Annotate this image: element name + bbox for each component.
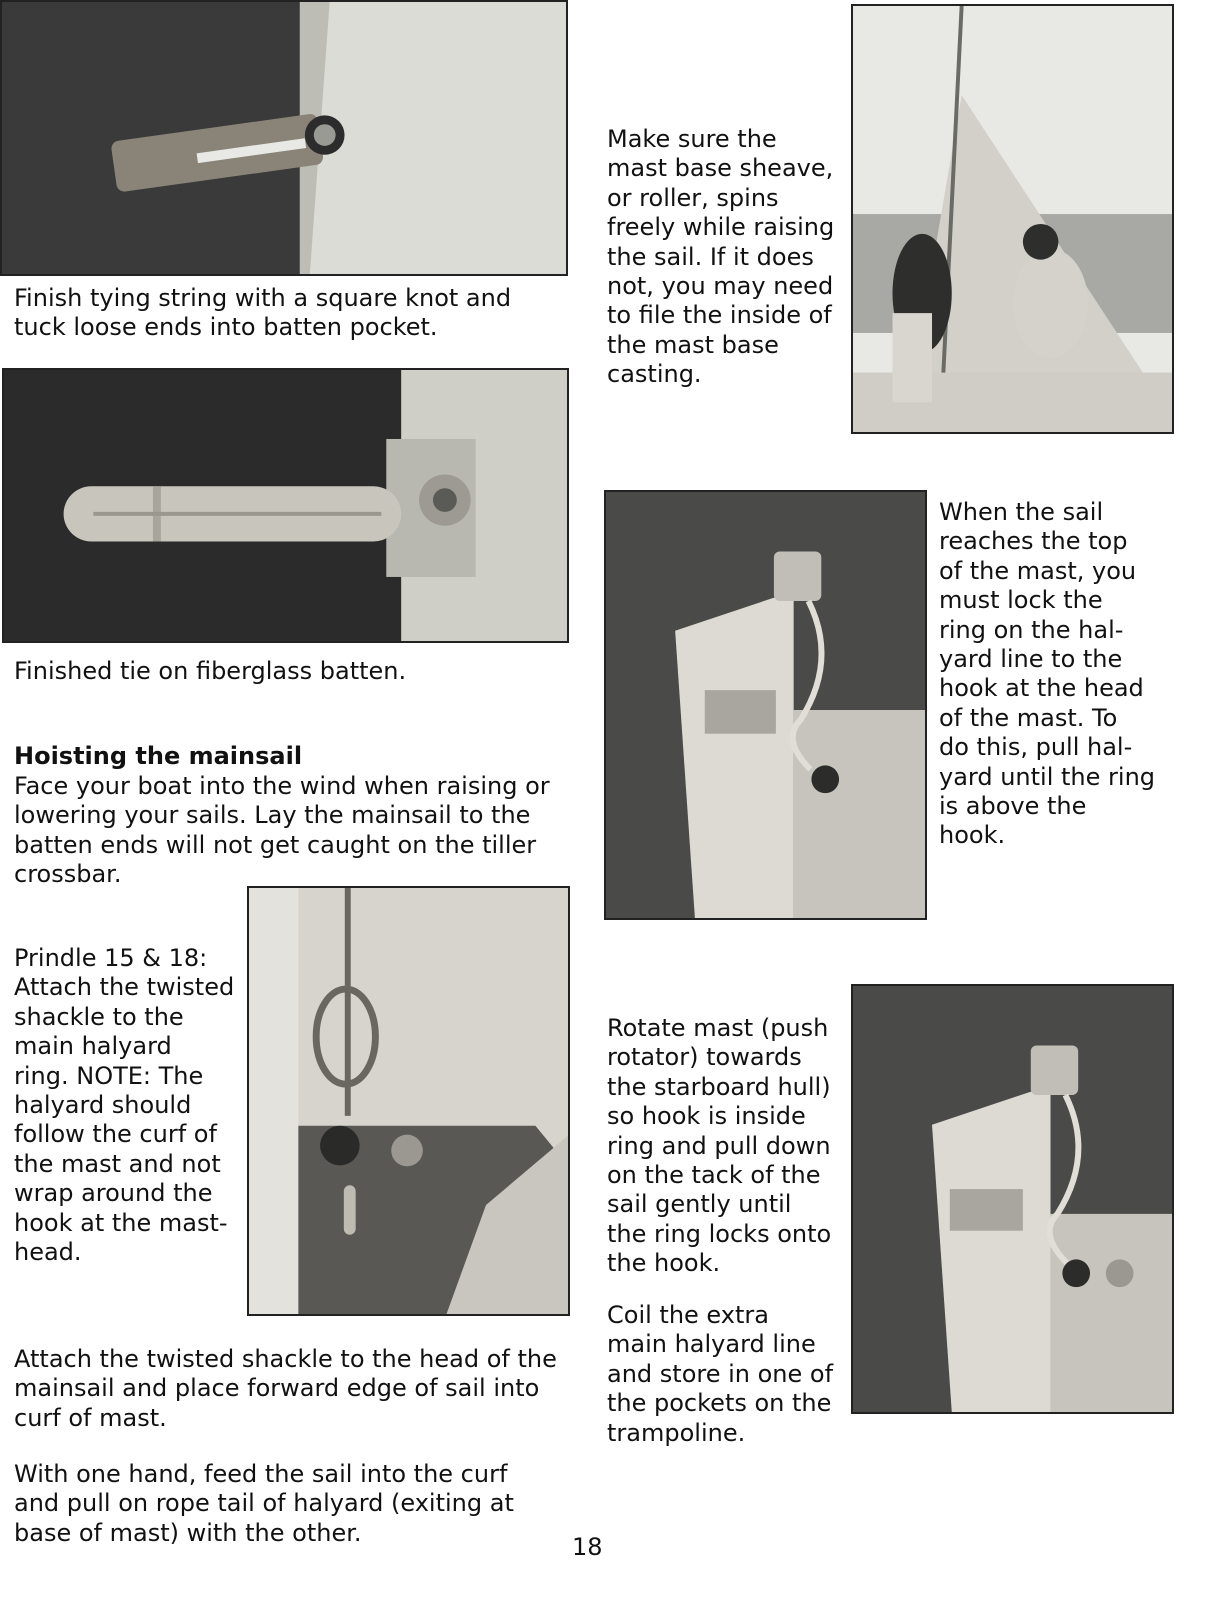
caption-feed-sail: With one hand, feed the sail into the curf and pull on rope tail of halyard (exiting at base of mast) with the other.: [14, 1460, 514, 1547]
caption-coil: Coil the extra main halyard line and store in one of the pockets on the trampoline.: [607, 1301, 834, 1447]
shackle-ring-photo: [247, 886, 570, 1316]
mast-head-photo: [604, 490, 927, 920]
hook-locked-photo: [851, 984, 1174, 1414]
batten-knot-photo: [0, 0, 568, 276]
section-heading: Hoisting the mainsail: [14, 742, 303, 770]
caption-mast-sheave: Make sure the mast base sheave, or roller, spins freely while raising the sail. If it does not, you may need to file the inside of the mast base casting.: [607, 125, 835, 389]
caption-fiberglass-tie: Finished tie on fiberglass batten.: [14, 657, 407, 685]
caption-prindle: Prindle 15 & 18: Attach the twisted shackle to the main halyard ring. NOTE: The halyard should follow the curf of the mast and not wrap around the hook at the mast- head.: [14, 944, 235, 1267]
fiberglass-batten-photo: [2, 368, 569, 643]
caption-attach-head: Attach the twisted shackle to the head of the mainsail and place forward edge of sail into curf of mast.: [14, 1345, 557, 1432]
caption-rotate-mast: Rotate mast (push rotator) towards the starboard hull) so hook is inside ring and pull down on the tack of the sail gently until the ring locks onto the hook.: [607, 1014, 832, 1278]
section-body: Face your boat into the wind when raising or lowering your sails. Lay the mainsail to the batten ends will not get caught on the tiller crossbar.: [14, 772, 550, 889]
caption-top-of-mast: When the sail reaches the top of the mast, you must lock the ring on the hal- yard line to the hook at the head of the mast. To do this, pull hal- yard until the ring is above the hook.: [939, 498, 1156, 850]
caption-square-knot: Finish tying string with a square knot and tuck loose ends into batten pocket.: [14, 284, 512, 342]
page-number: 18: [572, 1533, 603, 1561]
raising-sail-photo: [851, 4, 1174, 434]
